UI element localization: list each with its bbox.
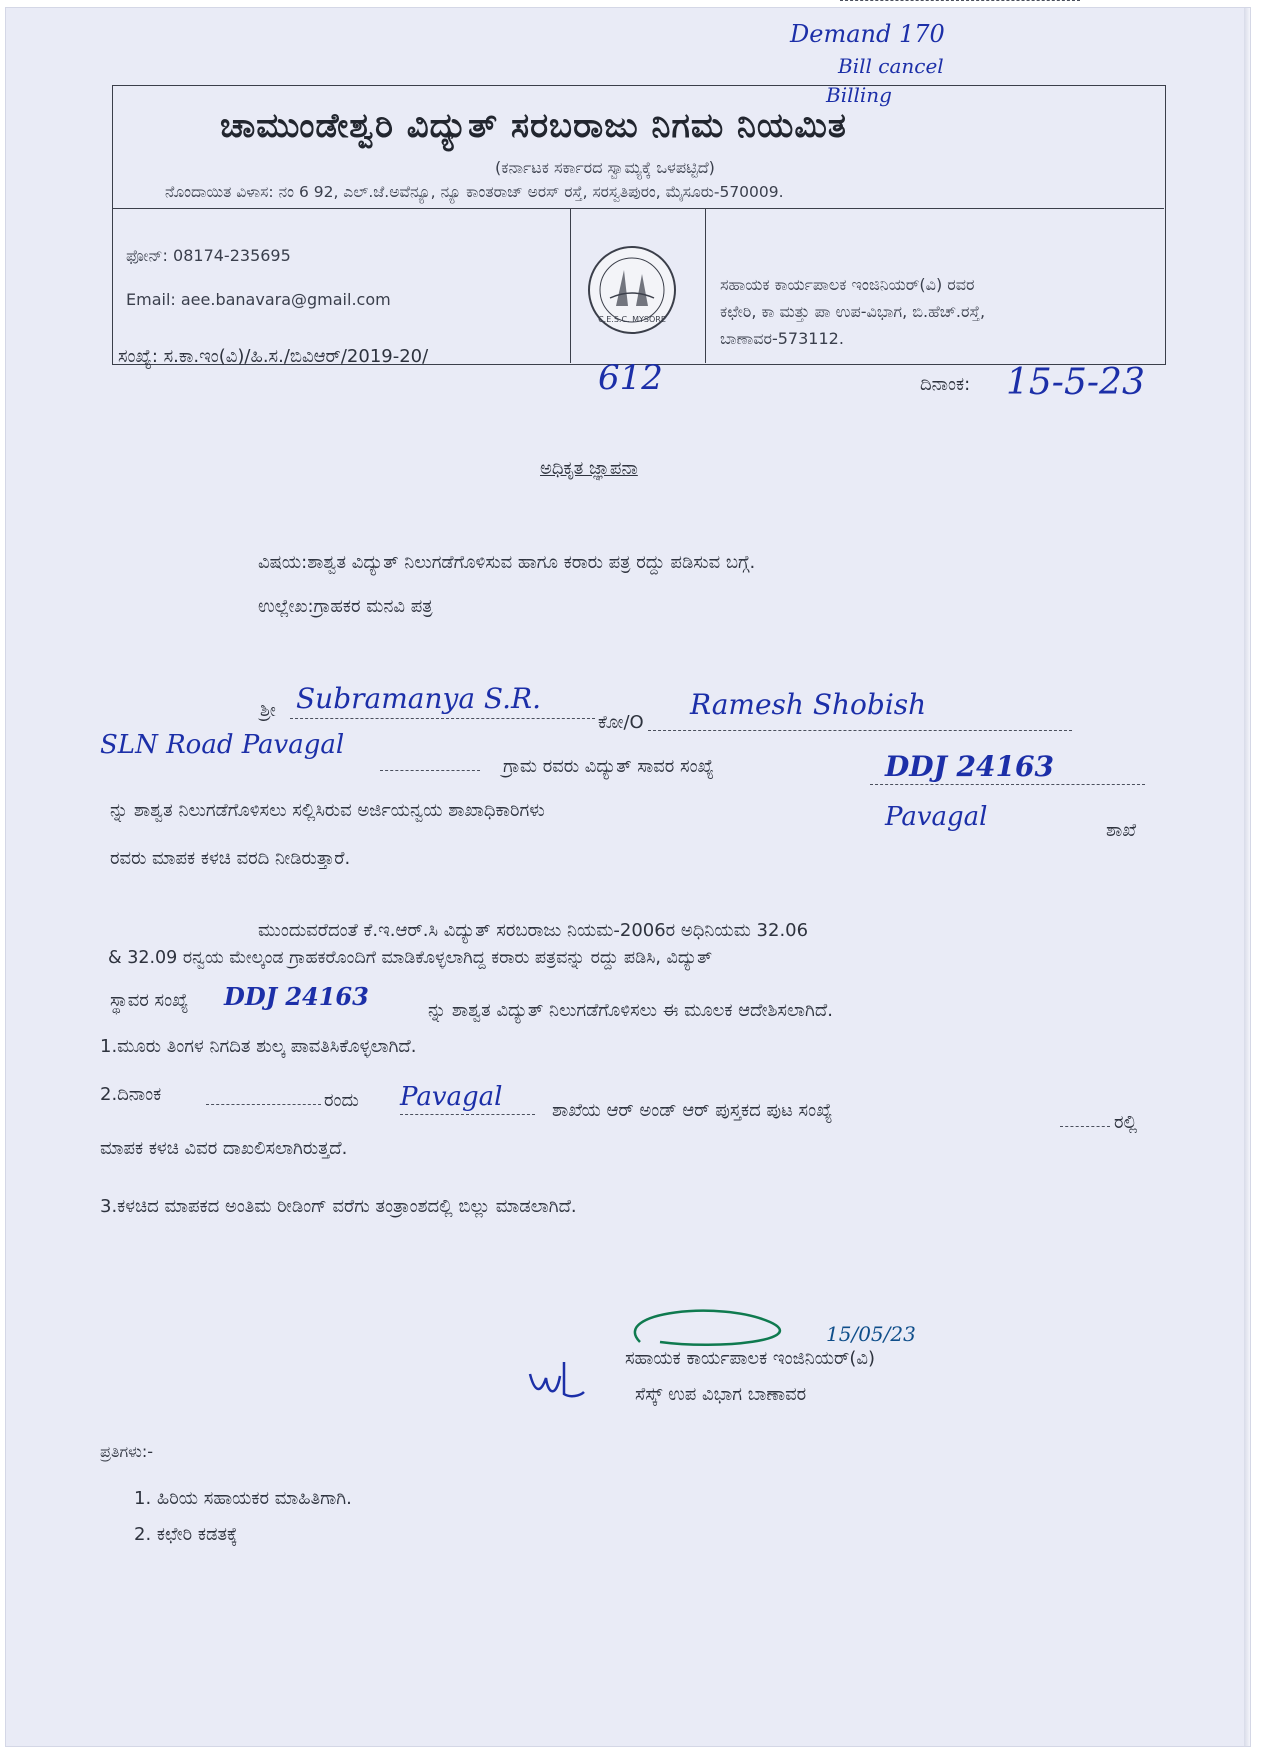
- section-blank: [840, 0, 1080, 1]
- reference-number-label: ಸಂಖ್ಯೆ: ಸ.ಕಾ.ಇಂ(ವಿ)/ಹಿ.ಸ./ಬಿವಿಆರ್/2019-20/: [118, 346, 429, 367]
- section-blank-2: [400, 1114, 535, 1115]
- para-installation-number: DDJ 24163: [224, 982, 369, 1011]
- order-item-2-ralli: ರಲ್ಲಿ: [1114, 1112, 1138, 1133]
- village-blank: [380, 770, 480, 771]
- para-line-2: & 32.09 ರನ್ವಯ ಮೇಲ್ಕಂಡ ಗ್ರಾಹಕರೊಂದಿಗೆ ಮಾಡಿಕೊಳ್ಳಲಾಗಿದ್ದ ಕರಾರು ಪತ್ರವನ್ನು ರದ್ದು ಪಡಿಸಿ, ವಿದ್ಯುತ್: [108, 948, 713, 968]
- annotation-demand: Demand 170: [790, 20, 945, 48]
- village-label: ಗ್ರಾಮ ರವರು ವಿದ್ಯುತ್ ಸಾವರ ಸಂಖ್ಯೆ: [503, 756, 714, 777]
- reference-number: 612: [598, 358, 663, 398]
- office-line-2: ಕಛೇರಿ, ಕಾ ಮತ್ತು ಪಾ ಉಪ-ವಿಭಾಗ, ಬಿ.ಹೆಚ್.ರಸ್ತೆ,: [720, 302, 986, 321]
- subject-line: ವಿಷಯ:ಶಾಶ್ವತ ವಿದ್ಯುತ್ ನಿಲುಗಡೆಗೊಳಿಸುವ ಹಾಗೂ ಕರಾರು ಪತ್ರ ರದ್ದು ಪಡಿಸುವ ಬಗ್ಗೆ.: [258, 552, 756, 573]
- letterhead-divider-right: [705, 208, 706, 363]
- annotation-bill-cancel: Bill cancel: [838, 54, 944, 78]
- copy-item-2: 2. ಕಛೇರಿ ಕಡತಕ್ಕೆ: [134, 1524, 238, 1545]
- father-name: Ramesh Shobish: [690, 688, 927, 721]
- date-value: 15-5-23: [1006, 362, 1145, 403]
- email: Email: aee.banavara@gmail.com: [126, 290, 391, 309]
- letterhead-divider: [112, 208, 1164, 209]
- para-line-3-suffix: ನ್ನು ಶಾಶ್ವತ ವಿದ್ಯುತ್ ನಿಲುಗಡೆಗೊಳಿಸಲು ಈ ಮೂಲಕ ಆದೇಶಿಸಲಾಗಿದೆ.: [428, 1000, 833, 1021]
- letterhead-divider-left: [570, 208, 571, 363]
- name-blank: [290, 718, 595, 719]
- section-name: Pavagal: [885, 802, 988, 832]
- installation-number: DDJ 24163: [885, 750, 1054, 783]
- office-line-1: ಸಹಾಯಕ ಕಾರ್ಯಪಾಲಕ ಇಂಜಿನಿಯರ್(ವಿ) ರವರ: [720, 275, 975, 294]
- order-item-2-label: 2.ದಿನಾಂಕ: [100, 1084, 162, 1105]
- co-label: ಕೋ/O: [598, 712, 644, 733]
- govt-line: (ಕರ್ನಾಟಕ ಸರ್ಕಾರದ ಸ್ವಾಮ್ಯಕ್ಕೆ ಒಳಪಟ್ಟಿದೆ): [495, 158, 715, 177]
- memo-title: ಅಧಿಕೃತ ಜ್ಞಾಪನಾ: [540, 458, 638, 479]
- sri-label: ಶ್ರೀ: [260, 700, 276, 721]
- paper-edge: [1244, 8, 1250, 1746]
- order-item-2-randu: ರಂದು: [324, 1090, 359, 1111]
- form-line-3: ನ್ನು ಶಾಶ್ವತ ನಿಲುಗಡೆಗೊಳಿಸಲು ಸಲ್ಲಿಸಿರುವ ಅರ್ಜಿಯನ್ವಯ ಶಾಖಾಧಿಕಾರಿಗಳು: [110, 800, 545, 821]
- signature-date: 15/05/23: [826, 1322, 916, 1346]
- registered-address: ನೊಂದಾಯಿತ ವಿಳಾಸ: ನಂ 6 92, ಎಲ್.ಜೆ.ಅವೆನ್ಯೂ, ನ್ಯೂ ಕಾಂತರಾಜ್ ಅರಸ್ ರಸ್ತೆ, ಸರಸ್ವತಿಪುರಂ, ಮೈಸೂರು-570009.: [165, 183, 784, 201]
- order-item-2-continued: ಮಾಪಕ ಕಳಚಿ ವಿವರ ದಾಖಲಿಸಲಾಗಿರುತ್ತದೆ.: [100, 1138, 348, 1159]
- order-item-1: 1.ಮೂರು ತಿಂಗಳ ನಿಗದಿತ ಶುಲ್ಕ ಪಾವತಿಸಿಕೊಳ್ಳಲಾಗಿದೆ.: [100, 1036, 417, 1057]
- form-line-3-suffix: ಶಾಖೆ: [1106, 820, 1137, 841]
- installation-blank: [870, 784, 1145, 785]
- date-blank: [206, 1104, 321, 1105]
- signatory-designation: ಸಹಾಯಕ ಕಾರ್ಯಪಾಲಕ ಇಂಜಿನಿಯರ್(ವಿ): [625, 1348, 875, 1369]
- annotation-billing: Billing: [826, 83, 892, 107]
- office-line-3: ಬಾಣಾವರ-573112.: [720, 329, 844, 348]
- form-line-4: ರವರು ಮಾಪಕ ಕಳಚಿ ವರದಿ ನೀಡಿರುತ್ತಾರೆ.: [110, 848, 351, 869]
- para-line-3-prefix: ಸ್ಥಾವರ ಸಂಖ್ಯೆ: [110, 990, 189, 1011]
- cesc-logo: C.E.S.C. MYSORE: [588, 246, 676, 334]
- consumer-name: Subramanya S.R.: [296, 682, 541, 715]
- village-name: SLN Road Pavagal: [100, 730, 345, 760]
- date-label: ದಿನಾಂಕ:: [920, 374, 971, 395]
- reference-line: ಉಲ್ಲೇಖ:ಗ್ರಾಹಕರ ಮನವಿ ಪತ್ರ: [258, 596, 433, 617]
- copy-item-1: 1. ಹಿರಿಯ ಸಹಾಯಕರ ಮಾಹಿತಿಗಾಗಿ.: [134, 1488, 352, 1509]
- order-item-2-section: Pavagal: [400, 1082, 503, 1112]
- order-item-2-text: ಶಾಖೆಯ ಆರ್ ಅಂಡ್ ಆರ್ ಪುಸ್ತಕದ ಪುಟ ಸಂಖ್ಯೆ: [552, 1100, 833, 1121]
- org-name: ಚಾಮುಂಡೇಶ್ವರಿ ವಿದ್ಯುತ್ ಸರಬರಾಜು ನಿಗಮ ನಿಯಮಿತ: [220, 106, 847, 146]
- copies-label: ಪ್ರತಿಗಳು:-: [100, 1442, 154, 1461]
- phone: ಫೋನ್: 08174-235695: [126, 246, 291, 265]
- signatory-office: ಸೆಸ್ಕ್ ಉಪ ವಿಭಾಗ ಬಾಣಾವರ: [635, 1384, 807, 1405]
- order-item-3: 3.ಕಳಚಿದ ಮಾಪಕದ ಅಂತಿಮ ರೀಡಿಂಗ್ ವರೆಗು ತಂತ್ರಾಂಶದಲ್ಲಿ ಬಿಲ್ಲು ಮಾಡಲಾಗಿದೆ.: [100, 1196, 577, 1217]
- father-blank: [648, 730, 1072, 731]
- page-number-blank: [1060, 1126, 1110, 1127]
- para-line-1: ಮುಂದುವರೆದಂತೆ ಕೆ.ಇ.ಆರ್.ಸಿ ವಿದ್ಯುತ್ ಸರಬರಾಜು ನಿಯಮ-2006ರ ಅಧಿನಿಯಮ 32.06: [258, 920, 809, 941]
